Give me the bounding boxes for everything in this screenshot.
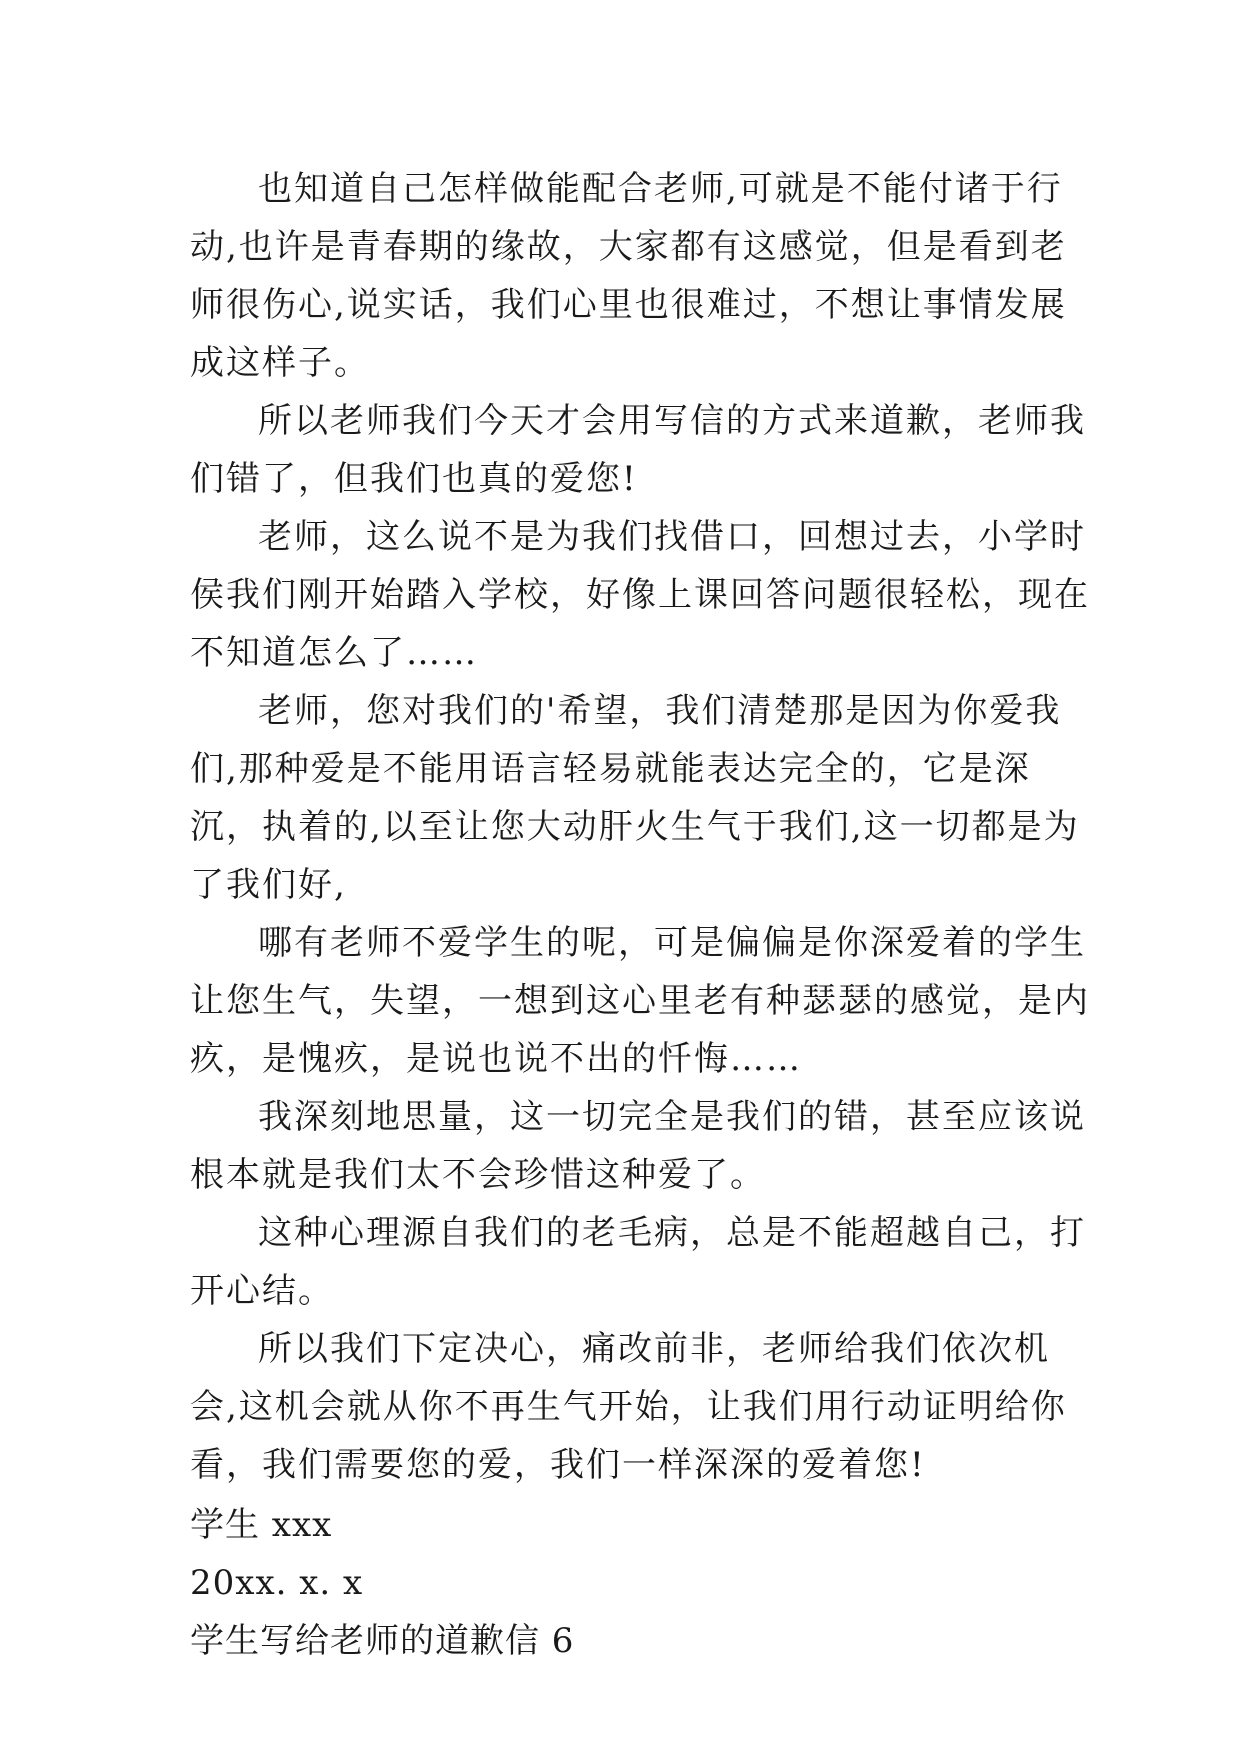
date: 20xx. x. x [190,1563,364,1603]
paragraph: 老师，这么说不是为我们找借口，回想过去，小学时侯我们刚开始踏入学校，好像上课回答问题很轻松，现在不知道怎么了…… [190,517,1090,673]
letter-body [190,160,1090,1670]
signature: 学生 xxx [190,1505,333,1545]
paragraph: 这种心理源自我们的老毛病，总是不能超越自己，打开心结。 [190,1213,1086,1311]
paragraph: 哪有老师不爱学生的呢，可是偏偏是你深爱着的学生让您生气，失望，一想到这心里老有种瑟瑟的感觉，是内疚，是愧疚，是说也说不出的忏悔…… [190,923,1090,1079]
paragraph: 老师，您对我们的'希望，我们清楚那是因为你爱我们,那种爱是不能用语言轻易就能表达完全的，它是深沉，执着的,以至让您大动肝火生气于我们,这一切都是为了我们好, [190,691,1080,905]
paragraph: 也知道自己怎样做能配合老师,可就是不能付诸于行动,也许是青春期的缘故，大家都有这感觉，但是看到老师很伤心,说实话，我们心里也很难过，不想让事情发展成这样子。 [190,169,1067,383]
signature-block [190,1496,1090,1670]
paragraph: 所以老师我们今天才会用写信的方式来道歉，老师我们错了，但我们也真的爱您! [190,401,1086,499]
next-section-title: 学生写给老师的道歉信 6 [190,1621,575,1661]
paragraph: 我深刻地思量，这一切完全是我们的错，甚至应该说根本就是我们太不会珍惜这种爱了。 [190,1097,1086,1195]
paragraph: 所以我们下定决心，痛改前非，老师给我们依次机会,这机会就从你不再生气开始，让我们用行动证明给你看，我们需要您的爱，我们一样深深的爱着您! [190,1329,1067,1485]
